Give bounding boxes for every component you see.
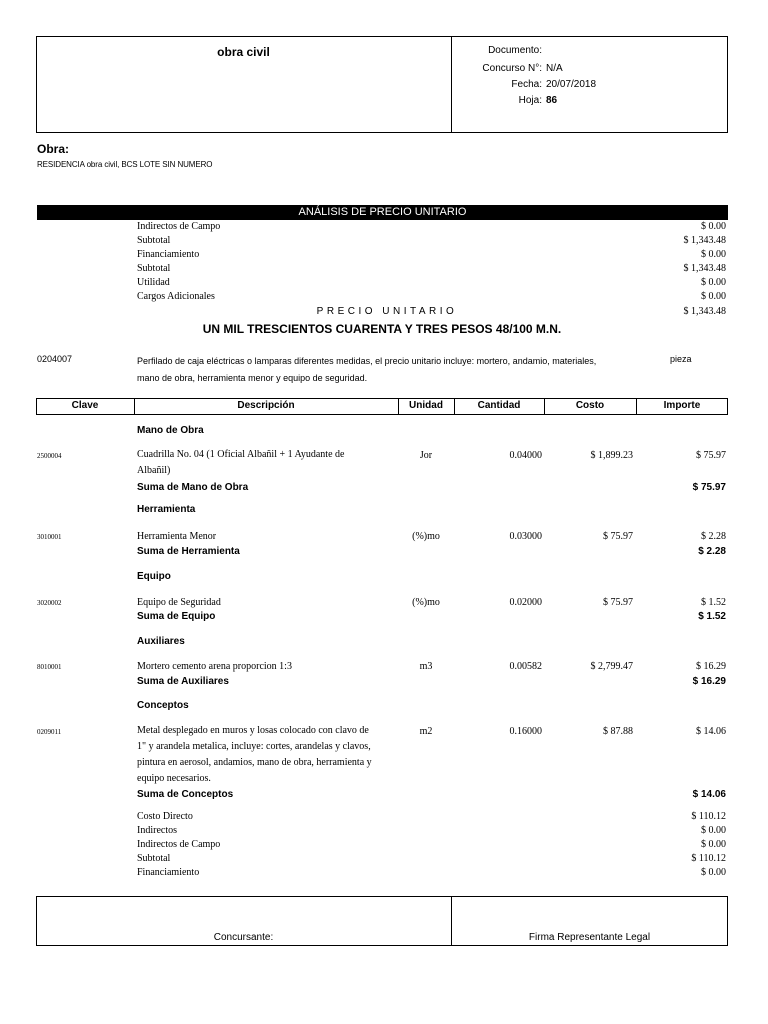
analysis-row-amount: $ 1,343.48 (683, 235, 726, 246)
obra-text: RESIDENCIA obra civil, BCS LOTE SIN NUMERO (37, 160, 213, 169)
column-header-clave: Clave (71, 400, 99, 411)
fecha-label: Fecha: (511, 79, 542, 90)
concurso-label: Concurso N°: (482, 63, 542, 74)
item-code: 8010001 (37, 663, 62, 671)
item-importe: $ 16.29 (696, 661, 726, 672)
hoja-value: 86 (546, 95, 558, 106)
item-description: Mortero cemento arena proporcion 1:3 (137, 661, 292, 672)
document-title: obra civil (217, 45, 270, 59)
item-cost: $ 2,799.47 (590, 661, 633, 672)
total-amount: $ 110.12 (691, 853, 726, 864)
column-header-unidad: Unidad (409, 400, 443, 411)
unit-price-label: PRECIO UNITARIO (316, 306, 458, 317)
section-title: Equipo (137, 571, 171, 582)
section-sum-label: Suma de Auxiliares (137, 676, 229, 687)
obra-label: Obra: (37, 142, 70, 156)
unit-price-amount: $ 1,343.48 (683, 306, 726, 317)
item-description: Cuadrilla No. 04 (1 Oficial Albañil + 1 Ayudante de Albañil) (137, 449, 345, 476)
item-cost: $ 75.97 (603, 597, 633, 608)
fecha-value: 20/07/2018 (546, 79, 597, 90)
analysis-row-label: Subtotal (137, 263, 171, 274)
legal-signature-label: Firma Representante Legal (528, 932, 651, 943)
analysis-row-amount: $ 0.00 (701, 277, 726, 288)
item-quantity: 0.03000 (509, 531, 542, 542)
item-unit: (%)mo (412, 531, 440, 542)
analysis-title: ANÁLISIS DE PRECIO UNITARIO (298, 206, 467, 218)
item-code: 2500004 (37, 452, 62, 460)
total-label: Financiamiento (137, 867, 200, 878)
item-cost: $ 1,899.23 (590, 450, 633, 461)
item-cost: $ 87.88 (603, 726, 633, 737)
item-importe: $ 2.28 (701, 531, 726, 542)
concursante-label: Concursante: (213, 932, 274, 943)
column-header-costo: Costo (575, 400, 605, 411)
total-label: Indirectos (137, 825, 177, 836)
section-sum-label: Suma de Herramienta (137, 546, 240, 557)
item-quantity: 0.02000 (509, 597, 542, 608)
concept-unit: pieza (670, 354, 692, 364)
total-amount: $ 0.00 (701, 825, 726, 836)
section-sum-value: $ 2.28 (698, 546, 726, 557)
item-unit: Jor (419, 450, 433, 461)
item-unit: (%)mo (412, 597, 440, 608)
total-amount: $ 110.12 (691, 811, 726, 822)
total-label: Subtotal (137, 853, 171, 864)
column-header-descripcion: Descripción (237, 400, 295, 411)
item-quantity: 0.16000 (509, 726, 542, 737)
item-description: Equipo de Seguridad (137, 597, 221, 608)
column-header-cantidad: Cantidad (477, 400, 521, 411)
section-sum-label: Suma de Mano de Obra (137, 482, 249, 493)
section-sum-value: $ 75.97 (692, 482, 726, 493)
item-quantity: 0.00582 (509, 661, 542, 672)
total-amount: $ 0.00 (701, 839, 726, 850)
analysis-row-amount: $ 1,343.48 (683, 263, 726, 274)
section-sum-value: $ 1.52 (698, 611, 726, 622)
item-description: Herramienta Menor (137, 531, 217, 542)
item-quantity: 0.04000 (509, 450, 542, 461)
item-cost: $ 75.97 (603, 531, 633, 542)
total-label: Indirectos de Campo (137, 839, 221, 850)
item-unit: m2 (419, 726, 433, 737)
item-importe: $ 1.52 (701, 597, 726, 608)
concept-code: 0204007 (37, 354, 73, 364)
section-title: Mano de Obra (137, 425, 204, 436)
analysis-row-amount: $ 0.00 (701, 249, 726, 260)
item-code: 3010001 (37, 533, 62, 541)
section-sum-label: Suma de Conceptos (137, 789, 234, 800)
hoja-label: Hoja: (518, 95, 542, 106)
total-amount: $ 0.00 (701, 867, 726, 878)
section-sum-label: Suma de Equipo (137, 611, 216, 622)
section-sum-value: $ 16.29 (692, 676, 726, 687)
analysis-row-label: Financiamiento (137, 249, 200, 260)
analysis-row-label: Subtotal (137, 235, 171, 246)
section-title: Herramienta (137, 504, 196, 515)
analysis-row-label: Cargos Adicionales (137, 291, 215, 302)
analysis-row-label: Indirectos de Campo (137, 221, 221, 232)
item-code: 3020002 (37, 599, 62, 607)
section-sum-value: $ 14.06 (692, 789, 726, 800)
item-code: 0209011 (37, 728, 62, 736)
analysis-row-amount: $ 0.00 (701, 291, 726, 302)
section-title: Conceptos (137, 700, 189, 711)
concurso-value: N/A (546, 63, 563, 74)
analysis-row-amount: $ 0.00 (701, 221, 726, 232)
concept-description: Perfilado de caja eléctricas o lamparas diferentes medidas, el precio unitario incluye: mortero, andamio, materiales, mano de obra, herramienta menor y equipo de seguridad. (137, 356, 597, 383)
total-label: Costo Directo (137, 811, 193, 822)
column-header-importe: Importe (663, 400, 701, 411)
item-description: Metal desplegado en muros y losas colocado con clavo de 1" y arandela metalica, incluye: cortes, arandelas y clavos, pintura en aerosol, andamios, mano de obra, herramienta y equipo necesarios. (137, 725, 372, 784)
item-importe: $ 14.06 (696, 726, 726, 737)
documento-label: Documento: (488, 45, 542, 56)
item-unit: m3 (419, 661, 433, 672)
analysis-row-label: Utilidad (137, 277, 170, 288)
item-importe: $ 75.97 (696, 450, 726, 461)
unit-price-words: UN MIL TRESCIENTOS CUARENTA Y TRES PESOS 48/100 M.N. (202, 322, 562, 336)
section-title: Auxiliares (137, 636, 185, 647)
